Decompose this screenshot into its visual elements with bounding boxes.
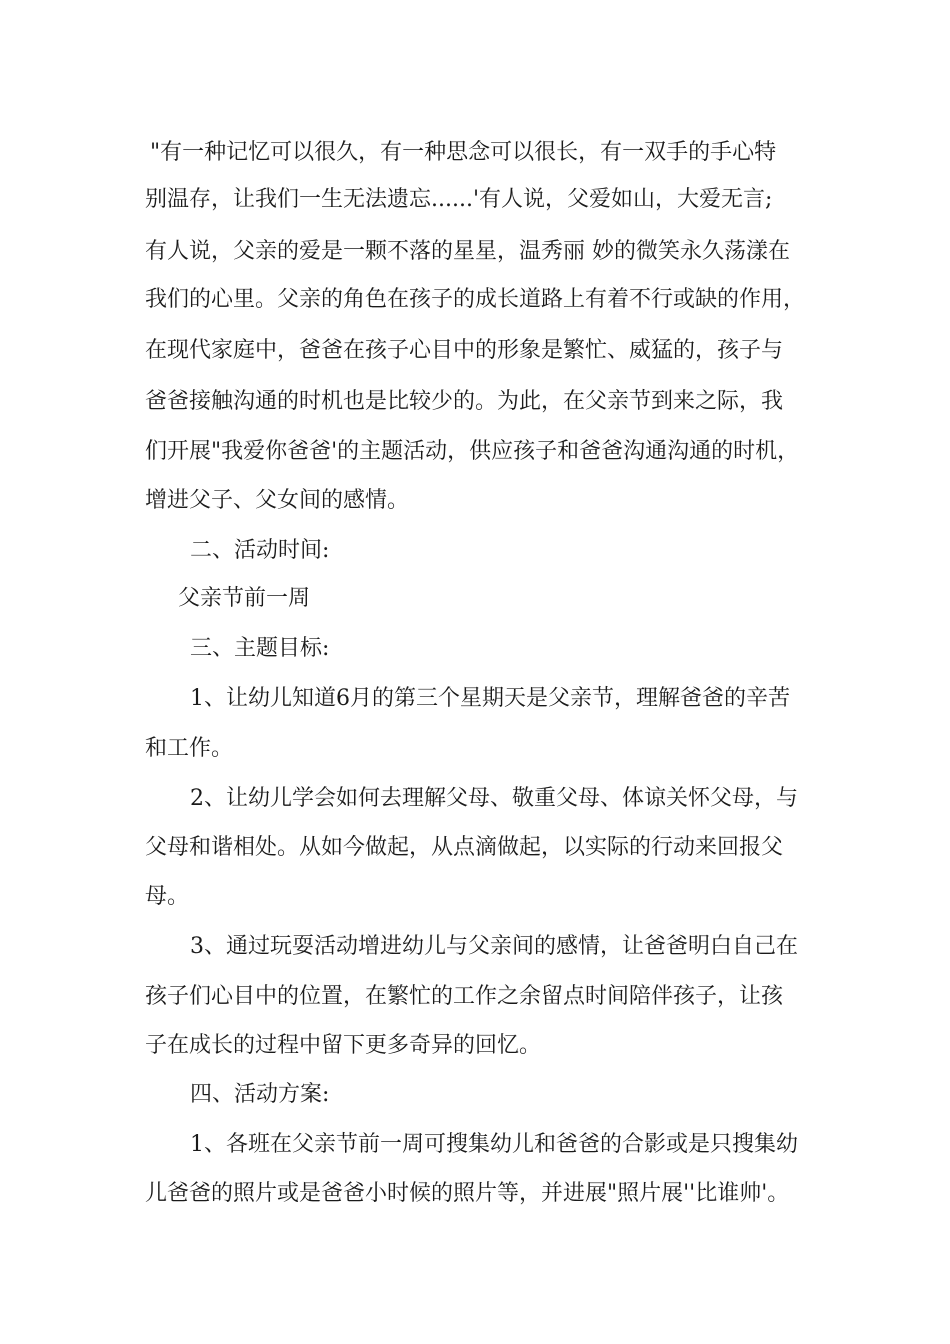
- text-line-12: 1、让幼儿知道6月的第三个星期天是父亲节，理解爸爸的辛苦: [190, 686, 790, 711]
- text-line-21: 1、各班在父亲节前一周可搜集幼儿和爸爸的合影或是只搜集幼: [190, 1132, 798, 1157]
- text-line-2: 别温存，让我们一生无法遗忘......'有人说，父爱如山，大爱无言;: [145, 187, 773, 212]
- text-line-19: 子在成长的过程中留下更多奇异的回忆。: [145, 1033, 542, 1058]
- text-line-5: 在现代家庭中，爸爸在孩子心目中的形象是繁忙、威猛的，孩子与: [145, 338, 784, 363]
- text-line-1: "有一种记忆可以很久，有一种思念可以很长，有一双手的手心特: [150, 140, 777, 165]
- text-line-8: 增进父子、父女间的感情。: [145, 488, 410, 513]
- text-line-6: 爸爸接触沟通的时机也是比较少的。为此，在父亲节到来之际，我: [145, 389, 784, 414]
- heading-activity-time: 二、活动时间:: [190, 538, 330, 563]
- text-line-17: 3、通过玩耍活动增进幼儿与父亲间的感情，让爸爸明白自己在: [190, 934, 798, 959]
- text-line-18: 孩子们心目中的位置，在繁忙的工作之余留点时间陪伴孩子，让孩: [145, 984, 784, 1009]
- text-line-14: 2、让幼儿学会如何去理解父母、敬重父母、体谅关怀父母，与: [190, 786, 798, 811]
- text-line-3: 有人说，父亲的爱是一颗不落的星星，温秀丽 妙的微笑永久荡漾在: [145, 239, 790, 264]
- text-line-15: 父母和谐相处。从如今做起，从点滴做起，以实际的行动来回报父: [145, 835, 784, 860]
- activity-time-value: 父亲节前一周: [178, 586, 311, 611]
- text-line-7: 们开展"我爱你爸爸'的主题活动，供应孩子和爸爸沟通沟通的时机，: [145, 439, 800, 464]
- heading-theme-goals: 三、主题目标:: [190, 636, 330, 661]
- heading-activity-plan: 四、活动方案:: [190, 1082, 330, 1107]
- text-line-13: 和工作。: [145, 736, 234, 761]
- text-line-4: 我们的心里。父亲的角色在孩子的成长道路上有着不行或缺的作用，: [145, 287, 806, 312]
- text-line-22: 儿爸爸的照片或是爸爸小时候的照片等，并进展"照片展''比谁帅'。: [145, 1181, 790, 1206]
- text-line-16: 母。: [145, 884, 190, 909]
